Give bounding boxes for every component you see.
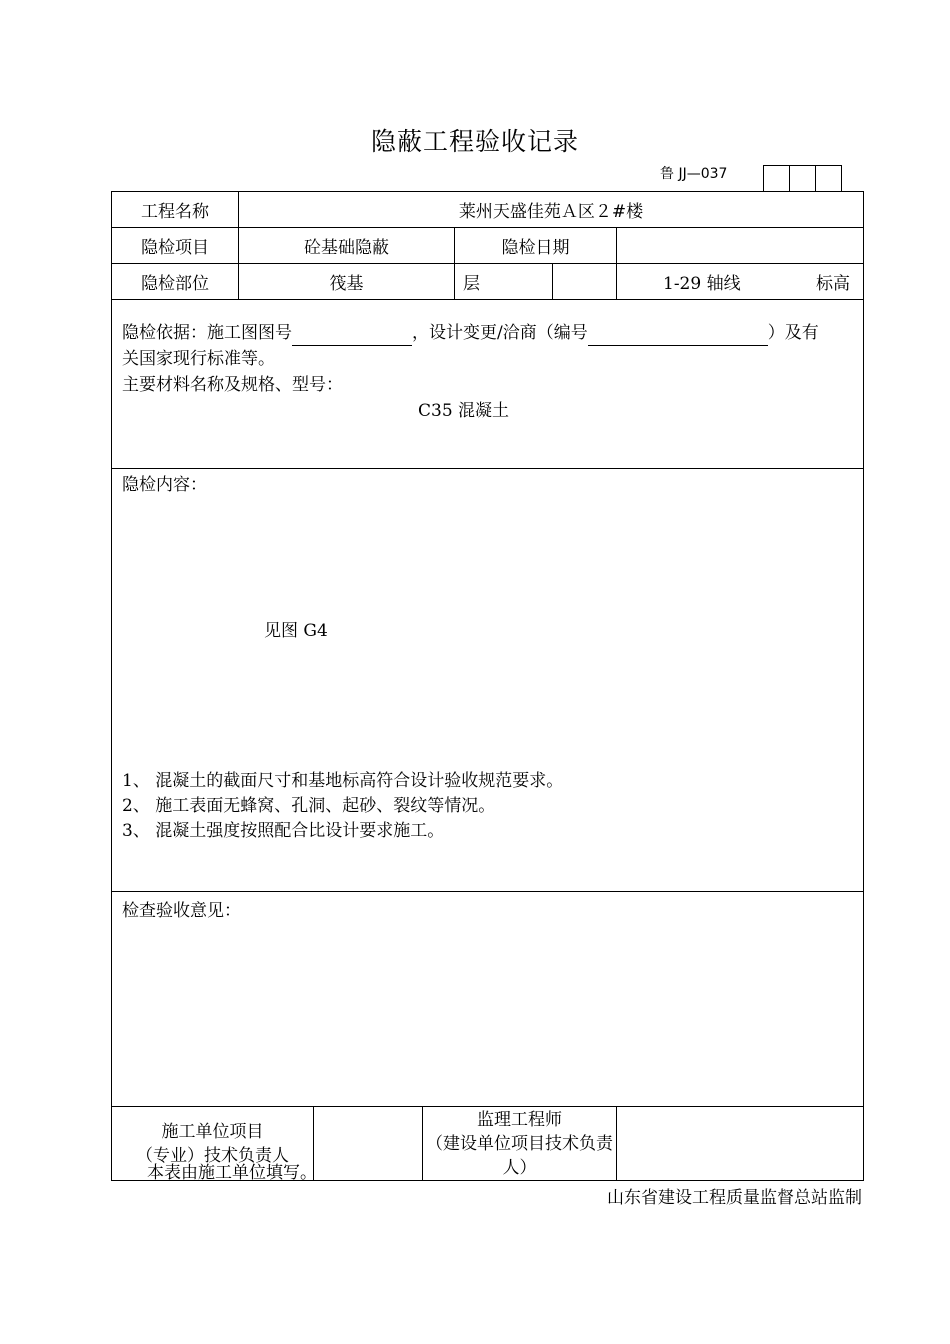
form-number-boxes bbox=[763, 165, 842, 191]
axis-value: 1-29 轴线 bbox=[663, 274, 741, 294]
drawing-number-field[interactable] bbox=[292, 327, 412, 346]
form-box bbox=[815, 165, 842, 192]
content-item: 3、 混凝土强度按照配合比设计要求施工。 bbox=[122, 821, 445, 841]
supervision-authority: 山东省建设工程质量监督总站监制 bbox=[607, 1188, 862, 1208]
project-name-label: 工程名称 bbox=[112, 192, 239, 228]
inspection-item-label: 隐检项目 bbox=[112, 228, 239, 264]
inspection-basis-section bbox=[112, 300, 864, 469]
form-box bbox=[763, 165, 789, 192]
contractor-line2: （专业）技术负责人 bbox=[136, 1145, 289, 1166]
material-value: C35 混凝土 bbox=[418, 401, 510, 421]
change-number-field[interactable] bbox=[588, 327, 768, 346]
content-item: 1、 混凝土的截面尺寸和基地标高符合设计验收规范要求。 bbox=[122, 771, 564, 791]
page-title: 隐蔽工程验收记录 bbox=[370, 127, 579, 156]
elevation-label: 标高 bbox=[816, 274, 851, 294]
supervisor-signature-field[interactable] bbox=[617, 1107, 864, 1181]
inspection-location-label: 隐检部位 bbox=[112, 264, 239, 300]
supervisor-line2: （建设单位项目技术负责 bbox=[426, 1133, 613, 1154]
opinion-label: 检查验收意见： bbox=[122, 901, 241, 921]
materials-label: 主要材料名称及规格、型号： bbox=[122, 375, 343, 395]
contractor-line1: 施工单位项目 bbox=[161, 1121, 264, 1142]
content-item: 2、 施工表面无蜂窝、孔洞、起砂、裂纹等情况。 bbox=[122, 796, 496, 816]
content-items bbox=[122, 769, 563, 844]
inspection-content-section bbox=[112, 469, 864, 892]
inspection-date-value[interactable] bbox=[617, 228, 864, 264]
basis-line2: 关国家现行标准等。 bbox=[122, 349, 275, 369]
see-figure-text: 见图 G4 bbox=[264, 621, 328, 641]
basis-suffix: ）及有 bbox=[767, 323, 819, 343]
contractor-signature-field[interactable] bbox=[314, 1107, 423, 1181]
basis-mid: ，设计变更/洽商（编号 bbox=[412, 323, 588, 343]
content-label: 隐检内容： bbox=[122, 475, 207, 495]
axis-elevation-cell[interactable] bbox=[617, 264, 864, 300]
supervisor-signatory-label bbox=[423, 1107, 617, 1181]
inspection-item-value[interactable]: 砼基础隐蔽 bbox=[239, 228, 455, 264]
project-name-value[interactable]: 莱州天盛佳苑Ａ区２#楼 bbox=[239, 192, 864, 228]
inspection-table bbox=[111, 191, 864, 1181]
floor-value[interactable] bbox=[553, 264, 617, 300]
floor-label: 层 bbox=[455, 264, 553, 300]
inspection-date-label: 隐检日期 bbox=[455, 228, 617, 264]
form-number: 鲁 JJ—037 bbox=[660, 166, 728, 182]
acceptance-opinion-section[interactable] bbox=[112, 892, 864, 1107]
supervisor-line1: 监理工程师 bbox=[477, 1109, 562, 1130]
basis-prefix: 隐检依据：施工图图号 bbox=[122, 323, 292, 343]
footer-note: 本表由施工单位填写。 bbox=[147, 1163, 317, 1183]
supervisor-line3: 人） bbox=[502, 1157, 537, 1178]
inspection-location-value[interactable]: 筏基 bbox=[239, 264, 455, 300]
form-box bbox=[789, 165, 815, 192]
